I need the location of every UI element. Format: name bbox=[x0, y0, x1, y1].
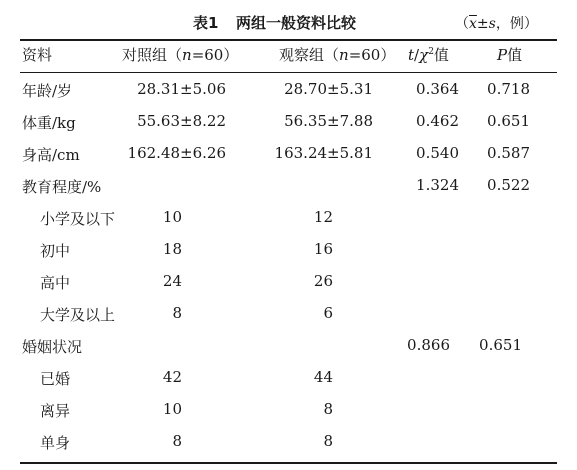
control-value: 18 bbox=[162, 240, 182, 258]
observe-value: 26 bbox=[313, 272, 333, 290]
table-row bbox=[0, 330, 577, 362]
observe-value: 6 bbox=[323, 304, 333, 322]
table-caption: 两组一般资料比较 bbox=[236, 14, 357, 32]
header-observe-group: 观察组（n=60） bbox=[279, 46, 396, 64]
table-row bbox=[0, 234, 577, 266]
bottom-rule bbox=[20, 462, 557, 464]
statistic-value: 0.364 bbox=[416, 80, 459, 98]
table-row bbox=[0, 170, 577, 202]
row-label: 高中 bbox=[40, 274, 71, 292]
table-header bbox=[0, 44, 577, 70]
table-row bbox=[0, 362, 577, 394]
control-value: 24 bbox=[162, 272, 182, 290]
control-value: 28.31±5.06 bbox=[137, 80, 226, 98]
statistic-value: 0.540 bbox=[416, 144, 459, 162]
table-row bbox=[0, 74, 577, 106]
row-label: 体重/kg bbox=[22, 114, 76, 132]
table-row bbox=[0, 138, 577, 170]
table-row bbox=[0, 106, 577, 138]
row-label: 婚姻状况 bbox=[22, 338, 83, 356]
p-value: 0.522 bbox=[487, 176, 530, 194]
header-control-group: 对照组（n=60） bbox=[122, 46, 239, 64]
statistic-value: 1.324 bbox=[416, 176, 459, 194]
header-item: 资料 bbox=[22, 46, 53, 64]
table-row bbox=[0, 266, 577, 298]
table-row bbox=[0, 426, 577, 458]
header-rule bbox=[20, 72, 557, 73]
control-value: 8 bbox=[172, 432, 182, 450]
table-row bbox=[0, 298, 577, 330]
mean-symbol: $\overline{x}$ bbox=[469, 16, 477, 32]
p-value: 0.587 bbox=[487, 144, 530, 162]
control-value: 162.48±6.26 bbox=[127, 144, 226, 162]
row-label: 离异 bbox=[40, 402, 71, 420]
p-value: 0.651 bbox=[479, 336, 522, 354]
p-value: 0.651 bbox=[487, 112, 530, 130]
statistic-value: 0.866 bbox=[407, 336, 450, 354]
control-value: 10 bbox=[162, 400, 182, 418]
observe-value: 163.24±5.81 bbox=[274, 144, 373, 162]
row-label: 大学及以上 bbox=[40, 306, 116, 324]
row-label: 已婚 bbox=[40, 370, 71, 388]
table-body bbox=[0, 74, 577, 458]
row-label: 单身 bbox=[40, 434, 71, 452]
control-value: 10 bbox=[162, 208, 182, 226]
observe-value: 8 bbox=[323, 400, 333, 418]
row-label: 年龄/岁 bbox=[22, 82, 73, 100]
row-label: 教育程度/% bbox=[22, 178, 102, 196]
top-rule bbox=[20, 39, 557, 41]
header-p-value: P值 bbox=[497, 46, 523, 64]
sd-symbol: s bbox=[488, 16, 496, 32]
control-value: 42 bbox=[162, 368, 182, 386]
table-unit-note: （$\overline{x}\pm s$，例） bbox=[455, 16, 538, 32]
statistic-value: 0.462 bbox=[416, 112, 459, 130]
table-number: 表1 bbox=[193, 14, 219, 32]
header-statistic: $t/\chi^2$值 bbox=[408, 46, 449, 64]
observe-value: 44 bbox=[313, 368, 333, 386]
observe-value: 8 bbox=[323, 432, 333, 450]
observe-value: 56.35±7.88 bbox=[284, 112, 373, 130]
table-row bbox=[0, 394, 577, 426]
row-label: 小学及以下 bbox=[40, 210, 116, 228]
control-value: 8 bbox=[172, 304, 182, 322]
control-value: 55.63±8.22 bbox=[137, 112, 226, 130]
table-row bbox=[0, 202, 577, 234]
observe-value: 28.70±5.31 bbox=[284, 80, 373, 98]
row-label: 身高/cm bbox=[22, 146, 80, 164]
row-label: 初中 bbox=[40, 242, 71, 260]
observe-value: 12 bbox=[313, 208, 333, 226]
observe-value: 16 bbox=[313, 240, 333, 258]
p-value: 0.718 bbox=[487, 80, 530, 98]
